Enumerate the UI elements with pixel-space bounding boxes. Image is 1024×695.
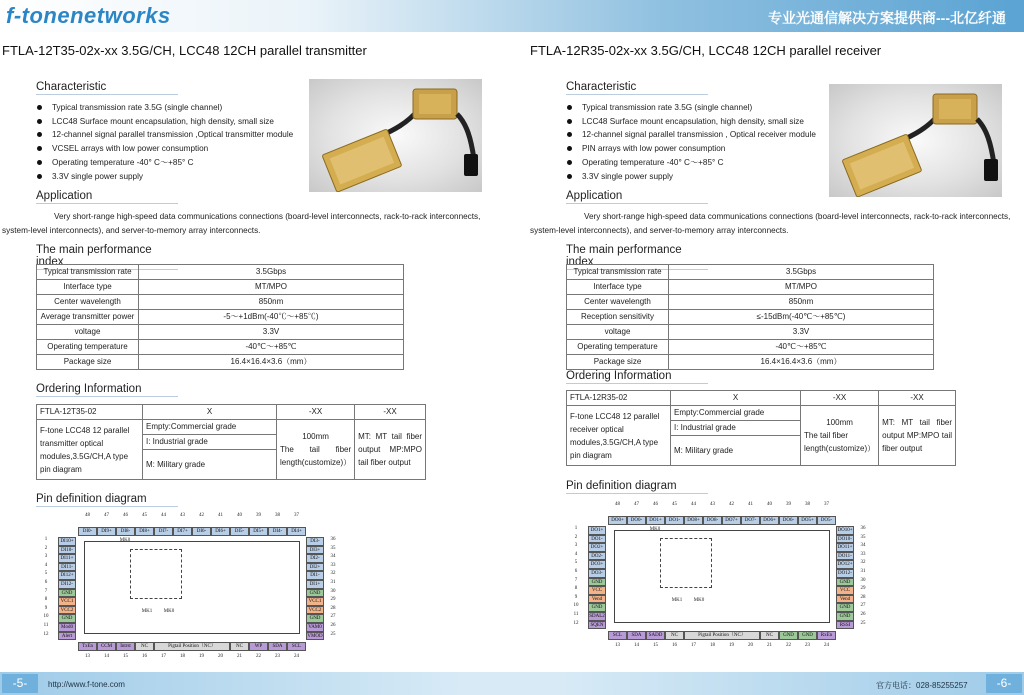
pin-number: 36 [860,526,866,531]
pin-number: 20 [218,654,223,660]
pin-cell: DO2- [588,552,606,561]
chip-die [660,538,712,588]
pin-number: 20 [748,643,753,649]
pin-number: 44 [161,513,166,518]
pin-cell: GND [588,603,606,612]
pin-cell: Pigtail Position（NC） [154,642,230,651]
list-item: 12-channel signal parallel transmission ,Optical transmitter module [36,128,293,142]
page-number: -6- [986,674,1022,693]
table-row: I: Industrial grade [37,435,426,450]
pin-number: 33 [330,562,336,568]
pin-number: 44 [691,502,696,507]
pin-number: 24 [294,654,299,660]
pin-cell: DI6- [192,527,211,536]
right-page [512,32,1024,670]
table-row: Interface type MT/MPO [37,280,404,295]
pin-number: 25 [860,620,866,626]
pin-cell: GND [836,603,854,612]
pin-number: 48 [615,502,620,507]
pin-number: 45 [672,502,677,507]
pin-cell: SADD [646,631,665,640]
pin-number: 33 [860,551,866,557]
pin-number: 41 [218,513,223,518]
section-heading-ordering: Ordering Information [566,370,708,384]
pin-number: 40 [237,513,242,518]
pin-cell: DI11+ [58,554,76,563]
pin-cell: GND [588,578,606,587]
pin-number: 28 [860,594,866,600]
pin-cell: DI12+ [58,571,76,580]
page-title: FTLA-12T35-02x-xx 3.5G/CH, LCC48 12CH parallel transmitter [2,43,367,58]
pin-number: 14 [634,643,639,649]
pin-number: 10 [43,614,49,620]
pin-number: 43 [710,502,715,507]
pin-diagram [566,502,866,649]
performance-table [566,264,934,370]
pin-number: 43 [180,513,185,518]
pin-number: 5 [574,560,578,566]
pin-cell: DO8+ [684,516,703,525]
pin-cell: DO7+ [722,516,741,525]
list-item: PIN arrays with low power consumption [566,142,816,156]
phone-number: 官方电话：028-85255257 [876,681,968,690]
list-item: Operating temperature -40° C～+85° C [566,156,816,170]
pin-cell: VAM0 [306,623,324,632]
header-slogan: 专业光通信解决方案提供商---北亿纤通 [768,10,1006,26]
pin-cell: DI1- [306,571,324,580]
pin-cell: DI10- [58,546,76,555]
pin-number: 30 [330,588,336,594]
pin-cell: VCC [588,586,606,595]
table-row: Operating temperature -40℃～+85℃ [37,340,404,355]
pin-number: 39 [786,502,791,507]
section-heading-pin: Pin definition diagram [566,480,708,494]
list-item: Typical transmission rate 3.5G (single channel) [36,101,293,115]
pin-number: 23 [275,654,280,660]
pin-cell: SDA [268,642,287,651]
pin-number: 27 [330,614,336,620]
mark-label: MK1 [671,598,683,603]
pin-cell: DO1- [665,516,684,525]
table-row: Center wavelength 850nm [567,295,934,310]
pin-number: 4 [44,562,48,568]
pin-cell: DO3+ [588,560,606,569]
pin-cell: DO0+ [608,516,627,525]
pin-cell: DI8- [116,527,135,536]
list-item: 12-channel signal parallel transmission , Optical receiver module [566,128,816,142]
pin-cell: DO8- [703,516,722,525]
pin-cell: TxEn [78,642,97,651]
pin-number: 14 [104,654,109,660]
pin-cell: DI5+ [249,527,268,536]
pin-cell: DI7- [154,527,173,536]
pin-number: 6 [44,580,48,585]
pin-cell: DO1+ [646,516,665,525]
pin-cell: Pigtail Position（NC） [684,631,760,640]
table-row: Typical transmission rate 3.5Gbps [37,265,404,280]
section-heading-pin: Pin definition diagram [36,493,178,507]
pin-number: 15 [123,654,128,660]
pin-number: 17 [691,643,696,649]
table-row: voltage 3.3V [37,325,404,340]
pin-number: 37 [824,502,829,507]
pin-cell: GND [58,614,76,623]
pin-cell: GND [798,631,817,640]
pin-number: 2 [44,545,48,551]
pin-number: 26 [860,612,866,617]
pin-cell: RxEn [817,631,836,640]
pin-number: 16 [672,643,677,649]
section-heading-ordering: Ordering Information [36,383,178,397]
section-heading-application: Application [566,190,708,204]
pin-cell: VMOD [307,633,323,639]
pin-cell: DO7- [741,516,760,525]
pin-number: 12 [43,631,49,637]
pin-number: 10 [573,603,579,609]
pin-number: 29 [860,586,866,592]
pin-cell: Intrst [116,642,135,651]
pin-cell: DI2- [306,554,324,563]
table-row: voltage 3.3V [567,325,934,340]
table-row: FTLA-12R35-02 X -XX -XX [567,391,956,406]
pin-cell: VCC1 [306,597,324,606]
pin-number: 35 [860,534,866,540]
pin-diagram [36,513,336,660]
pin-cell: DO1- [588,535,606,544]
characteristic-list [36,101,293,183]
pin-cell: VCC1 [58,597,76,606]
table-row: Center wavelength 850nm [37,295,404,310]
pin-number: 8 [574,586,578,592]
pin-number: 42 [729,502,734,507]
ordering-table [36,404,426,480]
pin-number: 32 [330,571,336,577]
list-item: Operating temperature -40° C～+85° C [36,156,293,170]
pin-number: 9 [44,605,48,611]
pin-cell: VCC2 [58,606,76,615]
pin-cell: GND [306,589,324,598]
pin-number: 6 [574,569,578,574]
mark-label: MK0 [163,609,175,614]
performance-table [36,264,404,370]
pin-number: 19 [199,654,204,660]
module-outline [614,530,830,623]
pin-number: 5 [44,571,48,577]
pin-cell: DO11- [836,552,854,561]
pin-cell: DI12- [58,580,76,589]
pin-number: 21 [767,643,772,649]
pin-number: 35 [330,545,336,551]
pin-cell: VCC2 [306,606,324,615]
table-row: Package size 16.4×16.4×3.6（mm） [37,355,404,370]
module-outline [84,541,300,634]
pin-number: 37 [294,513,299,518]
pin-number: 29 [330,597,336,603]
pin-cell: Alert [58,632,76,641]
pin-number: 7 [574,577,578,583]
pin-number: 32 [860,560,866,566]
application-text: Very short-range high-speed data communications connections (board-level interconnects, rack-to-rack interconnects, system-level interconnects), and server-to-memory array interconnects. [530,212,1011,235]
pin-cell: DI6+ [211,527,230,536]
pin-cell: DO12- [836,569,854,578]
pin-cell: VCC [836,586,854,595]
pin-cell: SCL [287,642,306,651]
website-link[interactable]: http://www.f-tone.com [48,680,125,689]
table-row: F-tone LCC48 12 parallel transmitter optical modules,3.5G/CH,A type pin diagram Empty:Commercial grade 100mm The tail fiber length(customize)） MT: MT tail fiber output MP:MPO tail fiber output [37,420,426,435]
pin-number: 34 [860,543,866,549]
pin-number: 1 [574,526,578,531]
chip-die [130,549,182,599]
pin-cell: DI9+ [97,527,116,536]
pin-cell: DI8+ [135,527,154,536]
mark-label: MK0 [119,538,131,543]
table-row: Average transmitter power -5～+1dBm(-40℃～+85℃) [37,310,404,325]
pin-number: 13 [615,643,620,649]
characteristic-list [566,101,816,183]
pin-number: 28 [330,605,336,611]
pin-cell: CCM [97,642,116,651]
pin-number: 15 [653,643,658,649]
pin-cell: DI3- [306,537,324,546]
left-page [0,32,512,670]
pin-number: 4 [574,551,578,557]
pin-number: 3 [44,554,48,560]
section-heading-performance: The main performance index [36,244,178,270]
header-band [0,0,1024,32]
pin-cell: DI11- [58,563,76,572]
pin-number: 47 [634,502,639,507]
pin-number: 36 [330,537,336,542]
table-row: FTLA-12T35-02 X -XX -XX [37,405,426,420]
table-row: M: Military grade [37,450,426,480]
pin-cell: SQEN [588,621,606,630]
footer-band [0,672,1024,695]
pin-number: 16 [142,654,147,660]
pin-number: 3 [574,543,578,549]
pin-number: 18 [710,643,715,649]
pin-number: 46 [653,502,658,507]
list-item: LCC48 Surface mount encapsulation, high density, small size [566,115,816,129]
pin-cell: SDAL2 [589,614,605,619]
mark-label: MK0 [649,527,661,532]
pin-cell: DO11+ [837,545,853,551]
section-heading-characteristic: Characteristic [36,81,178,95]
pin-cell: DI4- [268,527,287,536]
pin-number: 19 [729,643,734,649]
pin-cell: GND [779,631,798,640]
pin-cell: NC [230,642,249,651]
pin-number: 27 [860,603,866,609]
pin-cell: DI2+ [306,563,324,572]
pin-number: 22 [786,643,791,649]
pin-number: 39 [256,513,261,518]
table-row: F-tone LCC48 12 parallel receiver optical modules,3.5G/CH,A type pin diagram Empty:Commercial grade 100mm The tail fiber length(customize)） MT: MT tail fiber output MP:MPO tail fiber output [567,406,956,421]
pin-number: 8 [44,597,48,603]
pin-cell: DO10+ [837,528,853,533]
pin-number: 40 [767,502,772,507]
pin-number: 31 [330,580,336,585]
pin-number: 38 [805,502,810,507]
pin-cell: DI3+ [306,546,324,555]
pin-number: 46 [123,513,128,518]
pin-cell: SDA [627,631,646,640]
pin-number: 34 [330,554,336,560]
pin-cell: GND [836,578,854,587]
pin-cell: NC [760,631,779,640]
pin-number: 45 [142,513,147,518]
pin-number: 12 [573,620,579,626]
pin-number: 9 [574,594,578,600]
pin-cell: Vend [588,595,606,604]
product-photo [829,84,1002,197]
pin-cell: DO2+ [588,543,606,552]
pin-number: 47 [104,513,109,518]
pin-cell: DO6+ [760,516,779,525]
pin-cell: DO1+ [588,526,606,535]
pin-number: 18 [180,654,185,660]
pin-cell: DO0- [627,516,646,525]
pin-cell: DI7+ [173,527,192,536]
pin-cell: NC [665,631,684,640]
section-heading-performance: The main performance index [566,244,708,270]
pin-number: 26 [330,623,336,628]
pin-number: 7 [44,588,48,594]
pin-number: 2 [574,534,578,540]
pin-number: 31 [860,569,866,574]
pin-cell: DO10- [836,535,854,544]
section-heading-application: Application [36,190,178,204]
pin-cell: DO5- [817,516,836,525]
table-row: Package size 16.4×16.4×3.6（mm） [567,355,934,370]
brand-logo: f-tonenetworks [6,3,171,28]
pin-number: 25 [330,631,336,637]
list-item: LCC48 Surface mount encapsulation, high density, small size [36,115,293,129]
pin-cell: DO12+ [837,562,853,568]
pin-number: 41 [748,502,753,507]
pin-number: 21 [237,654,242,660]
product-photo [309,79,482,192]
pin-number: 48 [85,513,90,518]
section-heading-characteristic: Characteristic [566,81,708,95]
pin-cell: Vend [836,595,854,604]
pin-cell: DO5+ [798,516,817,525]
pin-cell: SCL [608,631,627,640]
pin-cell: RSSI [836,621,854,630]
pin-cell: DI5- [230,527,249,536]
pin-cell: DO6- [779,516,798,525]
table-row: Operating temperature -40℃～+85℃ [567,340,934,355]
mark-label: MK0 [693,598,705,603]
ordering-table [566,390,956,466]
list-item: 3.3V single power supply [566,170,816,184]
table-row: M: Military grade [567,436,956,466]
pin-number: 38 [275,513,280,518]
pin-number: 1 [44,537,48,542]
table-row: Interface type MT/MPO [567,280,934,295]
pin-number: 23 [805,643,810,649]
table-row: Typical transmission rate 3.5Gbps [567,265,934,280]
table-row: I: Industrial grade [567,421,956,436]
pin-cell: DI0- [78,527,97,536]
application-text: Very short-range high-speed data communications connections (board-level interconnects, rack-to-rack interconnects, system-level interconnects), and server-to-memory array interconnects. [2,212,481,235]
table-row: Reception sensitivity ≤-15dBm(-40℃～+85℃) [567,310,934,325]
list-item: Typical transmission rate 3.5G (single channel) [566,101,816,115]
pin-number: 30 [860,577,866,583]
pin-number: 17 [161,654,166,660]
pin-cell: GND [306,614,324,623]
page-number: -5- [2,674,38,693]
pin-cell: DI10+ [58,537,76,546]
pin-cell: DI4+ [287,527,306,536]
mark-label: MK1 [141,609,153,614]
page-title: FTLA-12R35-02x-xx 3.5G/CH, LCC48 12CH parallel receiver [530,43,882,58]
list-item: 3.3V single power supply [36,170,293,184]
pin-number: 24 [824,643,829,649]
pin-number: 11 [573,612,579,617]
pin-cell: DO3- [588,569,606,578]
pin-number: 22 [256,654,261,660]
list-item: VCSEL arrays with low power consumption [36,142,293,156]
pin-cell: Mod0 [58,623,76,632]
pin-cell: GND [836,612,854,621]
pin-number: 42 [199,513,204,518]
pin-cell: GND [58,589,76,598]
pin-cell: DI1+ [306,580,324,589]
pin-cell: NC [135,642,154,651]
pin-number: 13 [85,654,90,660]
pin-number: 11 [43,623,49,628]
pin-cell: WP [249,642,268,651]
